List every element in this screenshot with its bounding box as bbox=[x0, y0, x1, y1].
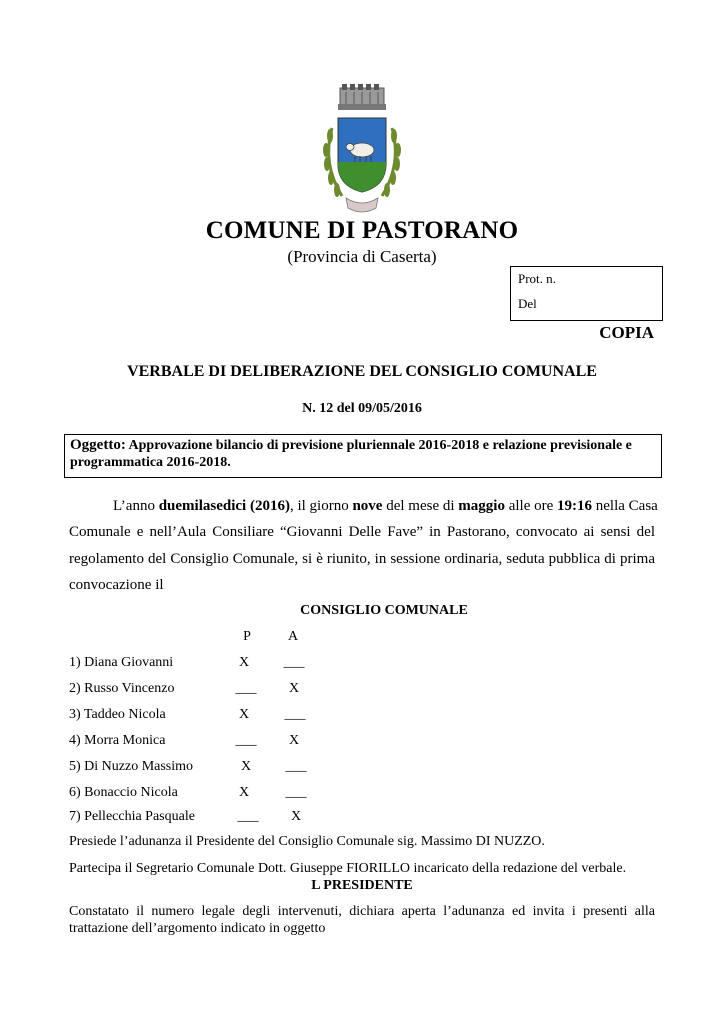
intro-line-1: L’anno duemilasedici (2016), il giorno nove del mese di maggio alle ore 19:16 nella Casa bbox=[113, 498, 658, 514]
member-absent-mark: ___ bbox=[285, 785, 307, 800]
presiding-statement: Presiede l’adunanza il Presidente del Consiglio Comunale sig. Massimo DI NUZZO. bbox=[69, 834, 545, 849]
member-absent-mark: ___ bbox=[283, 655, 305, 670]
member-absent-mark: X bbox=[288, 733, 300, 748]
copy-label: COPIA bbox=[599, 323, 654, 342]
member-name: 3) Taddeo Nicola bbox=[69, 707, 166, 722]
intro-line-2: Comunale e nell’Aula Consiliare “Giovanni Delle Fave” in Pastorano, convocato ai sensi del bbox=[69, 524, 655, 540]
coat-of-arms-icon bbox=[316, 84, 408, 218]
subject-label: Oggetto: bbox=[70, 437, 126, 453]
province-subtitle: (Provincia di Caserta) bbox=[287, 247, 437, 266]
member-absent-mark: X bbox=[288, 681, 300, 696]
subject-text: Approvazione bilancio di previsione pluriennale 2016-2018 e relazione previsionale e programmatica 2016-2018. bbox=[70, 438, 632, 470]
member-name: 1) Diana Giovanni bbox=[69, 655, 174, 670]
member-name: 2) Russo Vincenzo bbox=[69, 681, 175, 696]
member-name: 4) Morra Monica bbox=[69, 733, 166, 748]
intro-line-3: regolamento del Consiglio Comunale, si è riunito, in sessione ordinaria, seduta pubblica di prima bbox=[69, 551, 655, 567]
municipal-crest bbox=[316, 84, 408, 218]
prot-label: Prot. n. bbox=[518, 271, 556, 286]
member-absent-mark: ___ bbox=[284, 707, 306, 722]
del-label: Del bbox=[518, 296, 537, 311]
deliberation-number: N. 12 del 09/05/2016 bbox=[302, 401, 422, 416]
present-column-header: P bbox=[243, 629, 251, 644]
member-present-mark: X bbox=[238, 785, 250, 800]
council-heading: CONSIGLIO COMUNALE bbox=[300, 603, 468, 618]
president-heading: L PRESIDENTE bbox=[311, 878, 413, 893]
page-title: COMUNE DI PASTORANO bbox=[205, 217, 519, 244]
member-present-mark: ___ bbox=[235, 733, 257, 748]
document-heading: VERBALE DI DELIBERAZIONE DEL CONSIGLIO COMUNALE bbox=[127, 363, 597, 380]
member-present-mark: X bbox=[238, 707, 250, 722]
absent-column-header: A bbox=[287, 629, 299, 644]
member-present-mark: X bbox=[238, 655, 250, 670]
protocol-box bbox=[510, 266, 663, 321]
member-name: 5) Di Nuzzo Massimo bbox=[69, 759, 194, 774]
secretary-statement: Partecipa il Segretario Comunale Dott. Giuseppe FIORILLO incaricato della redazione del verbale. bbox=[69, 861, 627, 876]
member-absent-mark: ___ bbox=[285, 759, 307, 774]
quorum-statement: Constatato il numero legale degli intervenuti, dichiara aperta l’adunanza ed invita i presenti alla trattazione dell’argomento indicato in oggetto bbox=[69, 904, 655, 936]
member-name: 7) Pellecchia Pasquale bbox=[69, 809, 195, 824]
member-name: 6) Bonaccio Nicola bbox=[69, 785, 178, 800]
member-present-mark: ___ bbox=[235, 681, 257, 696]
member-absent-mark: X bbox=[290, 809, 302, 824]
member-present-mark: ___ bbox=[237, 809, 259, 824]
member-present-mark: X bbox=[240, 759, 252, 774]
intro-line-4: convocazione il bbox=[69, 577, 164, 593]
subject-box bbox=[64, 434, 662, 478]
